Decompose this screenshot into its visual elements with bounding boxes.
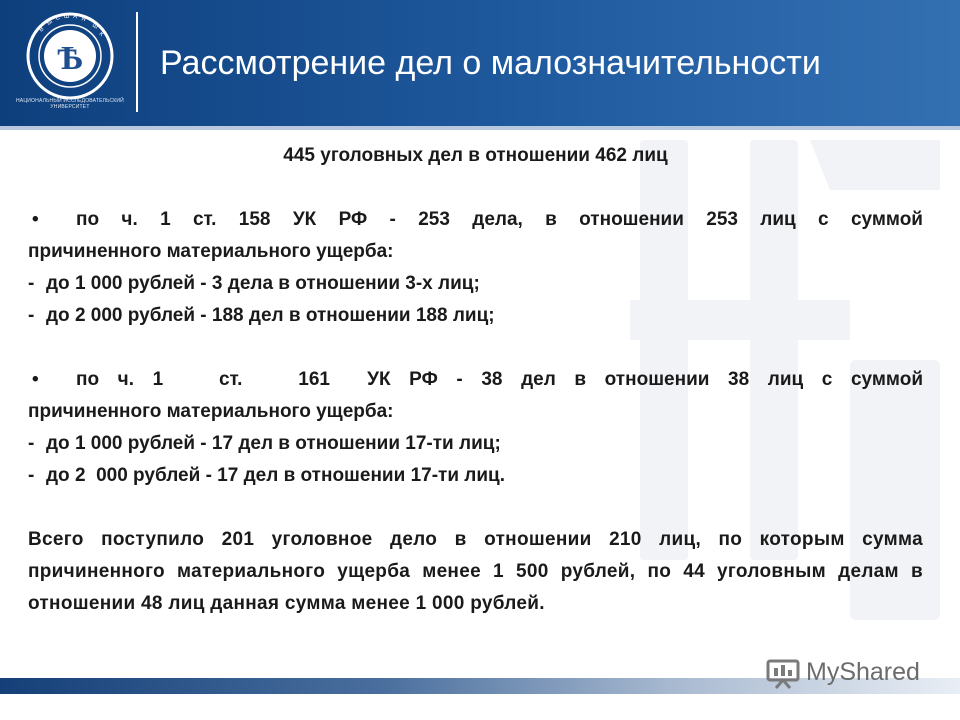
bullet-icon: • xyxy=(32,209,39,230)
section2-item-text: до 2 000 рублей - 17 дел в отношении 17-ти лиц. xyxy=(46,465,506,486)
logo-caption: НАЦИОНАЛЬНЫЙ ИССЛЕДОВАТЕЛЬСКИЙ УНИВЕРСИТЕТ xyxy=(16,98,124,110)
presentation-board-icon xyxy=(766,659,800,689)
bullet-icon: • xyxy=(32,369,39,390)
section1-item-text: до 1 000 рублей - 3 дела в отношении 3-х лиц; xyxy=(46,273,480,294)
content-heading: 445 уголовных дел в отношении 462 лиц xyxy=(283,145,668,166)
summary-paragraph: Всего поступило 201 уголовное дело в отношении 210 лиц, по которым сумма причиненного материального ущерба менее 1 500 рублей, по 44 уголовным делам в отношении 48 лиц данная сумма менее 1 000 рублей. xyxy=(28,529,923,614)
svg-text:Ш: Ш xyxy=(63,13,70,20)
svg-text:К: К xyxy=(97,31,105,38)
section2-line1 xyxy=(28,364,923,396)
slide-title: Рассмотрение дел о малозначительности xyxy=(160,44,821,82)
section1-line1-text: по ч. 1 ст. 158 УК РФ - 253 дела, в отношении 253 лиц с суммой xyxy=(76,209,923,230)
svg-text:Ш: Ш xyxy=(90,22,99,31)
dash-marker: - xyxy=(28,465,35,486)
svg-text:А: А xyxy=(72,14,78,21)
slide-content xyxy=(28,140,923,620)
dash-marker: - xyxy=(28,273,35,294)
dash-marker: - xyxy=(28,433,35,454)
section1-line2: причиненного материального ущерба: xyxy=(28,241,394,262)
svg-text:Ы: Ы xyxy=(46,18,54,27)
section2-item xyxy=(28,460,923,492)
section2-line2: причиненного материального ущерба: xyxy=(28,401,394,422)
section1-item-text: до 2 000 рублей - 188 дел в отношении 188 лиц; xyxy=(46,305,495,326)
section2-line1-text: по ч. 1 ст. 161 УК РФ - 38 дел в отношении 38 лиц с суммой xyxy=(76,369,923,390)
section2-item-text: до 1 000 рублей - 17 дел в отношении 17-ти лиц; xyxy=(46,433,501,454)
myshared-watermark: MyShared xyxy=(806,658,920,686)
dash-marker: - xyxy=(28,305,35,326)
header-banner xyxy=(0,0,960,126)
section1-item xyxy=(28,300,923,332)
svg-text:Ѣ: Ѣ xyxy=(57,40,83,77)
svg-text:Я: Я xyxy=(80,16,87,24)
svg-text:В: В xyxy=(38,26,46,34)
university-logo xyxy=(22,10,118,110)
svg-text:С: С xyxy=(54,15,61,22)
section1-line1 xyxy=(28,204,923,236)
section2-item xyxy=(28,428,923,460)
section1-item xyxy=(28,268,923,300)
header-divider xyxy=(136,12,138,112)
